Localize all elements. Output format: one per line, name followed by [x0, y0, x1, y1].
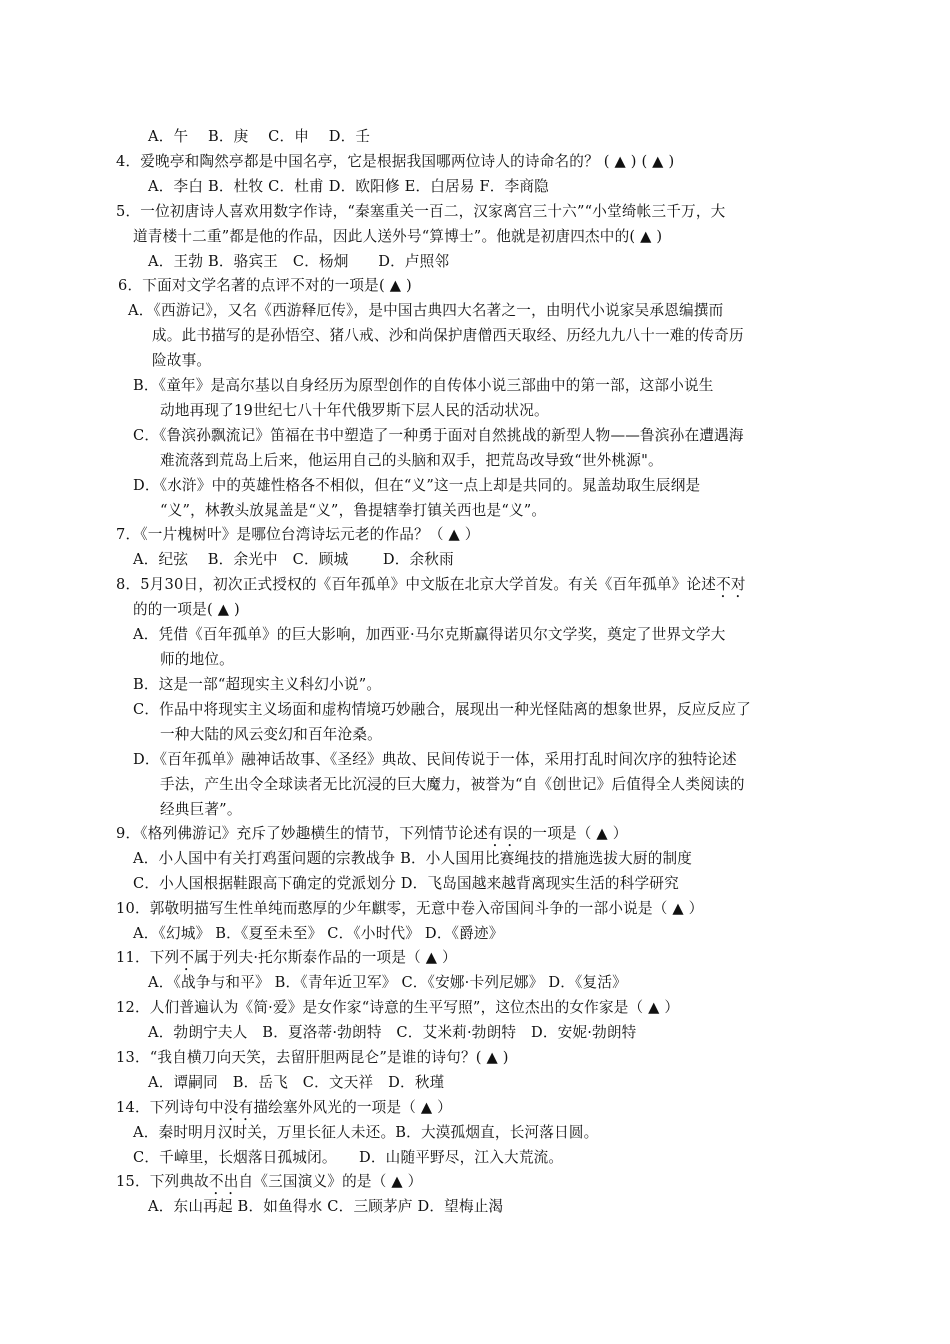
q11-emphasis: 不: [179, 949, 195, 966]
q10-options: A．《幻城》 B．《夏至未至》 C．《小时代》 D．《爵迹》: [133, 925, 504, 942]
q6-stem: 6．下面对文学名著的点评不对的一项是( ▲ ): [118, 277, 412, 294]
q8-option-d-line2: 手法，产生出令全球读者无比沉浸的巨大魔力，被誉为“自《创世记》后值得全人类阅读的: [160, 776, 745, 793]
q13-options: A．谭嗣同 B．岳飞 C．文天祥 D．秋瑾: [148, 1074, 445, 1091]
q15-options: A．东山再起 B．如鱼得水 C．三顾茅庐 D．望梅止渴: [148, 1198, 504, 1215]
q6-option-a-line1: A．《西游记》，又名《西游释厄传》，是中国古典四大名著之一，由明代小说家吴承恩编撰而: [128, 302, 724, 319]
q6-option-b-line2: 动地再现了19世纪七八十年代俄罗斯下层人民的活动状况。: [160, 402, 549, 419]
q6-option-a-line2: 成。此书描写的是孙悟空、猪八戒、沙和尚保护唐僧西天取经、历经九九八十一难的传奇历: [152, 327, 744, 344]
q13-stem: 13．“我自横刀向天笑，去留肝胆两昆仑”是谁的诗句？( ▲ ): [116, 1049, 509, 1066]
q8-option-b: B．这是一部“超现实主义科幻小说”。: [133, 676, 382, 693]
q6-option-d-line2: “义”，林教头放晁盖是“义”，鲁提辖拳打镇关西也是“义”。: [160, 502, 547, 519]
q11-options: A．《战争与和平》 B．《青年近卫军》 C．《安娜·卡列尼娜》 D．《复活》: [148, 974, 627, 991]
q9-stem-tail: 的一项是（ ▲ ）: [517, 825, 628, 842]
q8-option-c-line1: C．作品中将现实主义场面和虚构情境巧妙融合，展现出一种光怪陆离的想象世界，反应反应了: [133, 701, 751, 718]
q8-option-c-line2: 一种大陆的风云变幻和百年沧桑。: [160, 726, 382, 743]
q11-stem-text: 11．下列: [116, 949, 180, 966]
q12-stem: 12．人们普遍认为《简·爱》是女作家“诗意的生平写照”，这位杰出的女作家是（ ▲ ）: [116, 999, 680, 1016]
q14-stem-text: 14．下列诗句中: [116, 1099, 224, 1116]
q4-options: A．李白 B．杜牧 C．杜甫 D．欧阳修 E．白居易 F．李商隐: [148, 178, 549, 195]
q15-emphasis: 不出: [208, 1173, 239, 1190]
q6-option-c-line1: C．《鲁滨孙飘流记》笛福在书中塑造了一种勇于面对自然挑战的新型人物——鲁滨孙在遭遇海: [133, 427, 744, 444]
q8-option-a-line1: A．凭借《百年孤单》的巨大影响，加西亚·马尔克斯赢得诺贝尔文学奖，奠定了世界文学大: [133, 626, 726, 643]
q7-options: A．纪弦 B．余光中 C．顾城 D．余秋雨: [133, 551, 454, 568]
q6-option-d-line1: D．《水浒》中的英雄性格各不相似，但在“义”这一点上却是共同的。晁盖劫取生辰纲是: [133, 477, 701, 494]
q3-options: A．午 B．庚 C．申 D．壬: [148, 128, 371, 145]
q8-stem-line2: 的的一项是( ▲ ): [133, 601, 240, 618]
q14-stem-tail: 描绘塞外风光的一项是（ ▲ ）: [253, 1099, 452, 1116]
q4-stem: 4．爱晚亭和陶然亭都是中国名亭，它是根据我国哪两位诗人的诗命名的？ ( ▲ ) ( ▲ ): [116, 153, 675, 170]
q8-emphasis: 不对: [716, 576, 746, 593]
q9-options-row2: C．小人国根据鞋跟高下确定的党派划分 D．飞岛国越来越背离现实生活的科学研究: [133, 875, 679, 892]
q6-option-b-line1: B．《童年》是高尔基以自身经历为原型创作的自传体小说三部曲中的第一部，这部小说生: [133, 377, 714, 394]
q8-option-a-line2: 师的地位。: [160, 651, 234, 668]
q8-option-d-line1: D．《百年孤单》融神话故事、《圣经》典故、民间传说于一体，采用打乱时间次序的独特论述: [133, 751, 737, 768]
q6-option-a-line3: 险故事。: [152, 352, 212, 369]
q9-emphasis: 有误: [488, 825, 518, 842]
q5-stem-line2: 道青楼十二重”都是他的作品，因此人送外号“算博士”。他就是初唐四杰中的( ▲ ): [133, 228, 663, 245]
q15-stem-tail: 自《三国演义》的是（ ▲ ）: [238, 1173, 423, 1190]
q5-stem-line1: 5．一位初唐诗人喜欢用数字作诗，“秦塞重关一百二，汉家离宫三十六”“小堂绮帐三千万，大: [116, 203, 726, 220]
q14-options-row2: C．千嶂里，长烟落日孤城闭。 D．山随平野尽，江入大荒流。: [133, 1149, 564, 1166]
q12-options: A．勃朗宁夫人 B．夏洛蒂·勃朗特 C．艾米莉·勃朗特 D．安妮·勃朗特: [148, 1024, 637, 1041]
q14-options-row1: A．秦时明月汉时关，万里长征人未还。B．大漠孤烟直，长河落日圆。: [133, 1124, 599, 1141]
q5-options: A．王勃 B．骆宾王 C．杨炯 D．卢照邻: [148, 253, 450, 270]
q14-emphasis: 没有: [223, 1099, 254, 1116]
q9-options-row1: A．小人国中有关打鸡蛋问题的宗教战争 B．小人国用比赛绳技的措施选拔大厨的制度: [133, 850, 693, 867]
q11-stem-tail: 属于列夫·托尔斯泰作品的一项是（ ▲ ）: [194, 949, 457, 966]
q6-option-c-line2: 难流落到荒岛上后来，他运用自己的头脑和双手，把荒岛改导致“世外桃源"。: [160, 452, 663, 469]
q8-stem-text: 8．5月30日，初次正式授权的《百年孤单》中文版在北京大学首发。有关《百年孤单》论述: [116, 576, 717, 593]
q7-stem: 7．《一片槐树叶》是哪位台湾诗坛元老的作品？（ ▲ ）: [116, 526, 480, 543]
q10-stem: 10．郭敬明描写生性单纯而憨厚的少年麒零，无意中卷入帝国间斗争的一部小说是（ ▲ ）: [116, 900, 704, 917]
q8-option-d-line3: 经典巨著”。: [160, 801, 242, 818]
q9-stem-text: 9．《格列佛游记》充斥了妙趣横生的情节，下列情节论述: [116, 825, 489, 842]
q15-stem-text: 15．下列典故: [116, 1173, 209, 1190]
